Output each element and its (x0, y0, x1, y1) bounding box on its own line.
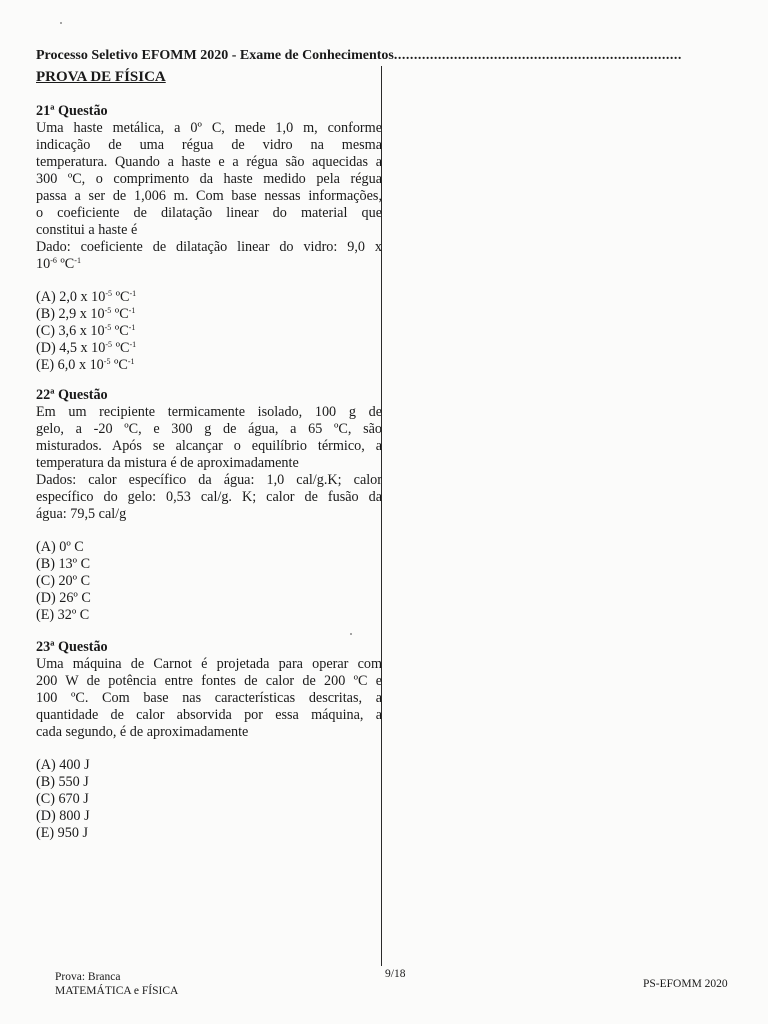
page-number: 9/18 (385, 968, 406, 980)
text-line: 200 W de potência entre fontes de calor de 200 ºC e (36, 673, 382, 689)
text-line: Em um recipiente termicamente isolado, 100 g de (36, 404, 382, 420)
option-a: (A) 0º C (36, 539, 84, 555)
question-title: 23ª Questão (36, 639, 108, 655)
footer-info (55, 970, 178, 998)
option-b: (B) 2,9 x $10^{-5}$ ºC$^{-1}$ (36, 306, 136, 322)
text-line: quantidade de calor absorvida por essa máquina, a (36, 707, 382, 723)
text-line: temperatura da mistura é de aproximadamente (36, 455, 299, 471)
footer-subject: MATEMÁTICA e FÍSICA (55, 985, 179, 997)
option-c: (C) 3,6 x $10^{-5}$ ºC$^{-1}$ (36, 323, 136, 339)
option-e: (E) 32º C (36, 607, 90, 623)
option-d: (D) 800 J (36, 808, 90, 824)
answer-options (36, 539, 382, 624)
question-text (36, 120, 382, 273)
option-b: (B) 13º C (36, 556, 91, 572)
text-line: específico do gelo: 0,53 cal/g. K; calor de fusão da (36, 489, 382, 505)
exam-title: Processo Seletivo EFOMM 2020 - Exame de Conhecimentos (36, 48, 394, 63)
exam-header (36, 48, 726, 64)
question-22 (36, 387, 382, 624)
text-line: temperatura. Quando a haste e a régua são aquecidas a (36, 154, 382, 170)
option-b: (B) 550 J (36, 774, 89, 790)
question-text (36, 404, 382, 523)
scan-speck (60, 22, 62, 24)
text-line: água: 79,5 cal/g (36, 506, 127, 522)
answer-options (36, 289, 382, 374)
option-c: (C) 670 J (36, 791, 89, 807)
text-line: cada segundo, é de aproximadamente (36, 724, 249, 740)
scan-speck (350, 633, 352, 635)
option-c: (C) 20º C (36, 573, 91, 589)
section-title: PROVA DE FÍSICA (36, 69, 166, 85)
text-line: Uma máquina de Carnot é projetada para operar com (36, 656, 382, 672)
question-title: 21ª Questão (36, 103, 108, 119)
text-line: passa a ser de 1,006 m. Com base nessas informações, (36, 188, 382, 204)
option-a: (A) 400 J (36, 757, 90, 773)
text-line: misturados. Após se alcançar o equilíbrio térmico, a (36, 438, 382, 454)
answer-options (36, 757, 382, 842)
text-line: 100 ºC. Com base nas características descritas, a (36, 690, 382, 706)
text-line: constitui a haste é (36, 222, 138, 238)
text-line: indicação de uma régua de vidro na mesma (36, 137, 382, 153)
option-d: (D) 4,5 x $10^{-5}$ ºC$^{-1}$ (36, 340, 137, 356)
text-line: 300 ºC, o comprimento da haste medido pela régua (36, 171, 382, 187)
header-dots: ........................................................................ (393, 48, 682, 63)
footer-code: PS-EFOMM 2020 (643, 978, 728, 990)
question-title: 22ª Questão (36, 387, 108, 403)
question-21 (36, 103, 382, 374)
text-line: Uma haste metálica, a 0º C, mede 1,0 m, conforme (36, 120, 382, 136)
text-line: $10^{-6}$ ºC$^{-1}$ (36, 256, 81, 272)
question-23 (36, 639, 382, 842)
text-line: o coeficiente de dilatação linear do material que (36, 205, 382, 221)
option-d: (D) 26º C (36, 590, 91, 606)
text-line: Dado: coeficiente de dilatação linear do vidro: 9,0 x (36, 239, 382, 255)
question-text (36, 656, 382, 741)
text-line: Dados: calor específico da água: 1,0 cal/g.K; calor (36, 472, 382, 488)
option-e: (E) 6,0 x $10^{-5}$ ºC$^{-1}$ (36, 357, 135, 373)
option-e: (E) 950 J (36, 825, 89, 841)
footer-prova: Prova: Branca (55, 971, 121, 983)
option-a: (A) 2,0 x $10^{-5}$ ºC$^{-1}$ (36, 289, 137, 305)
text-line: gelo, a -20 ºC, e 300 g de água, a 65 ºC, são (36, 421, 382, 437)
